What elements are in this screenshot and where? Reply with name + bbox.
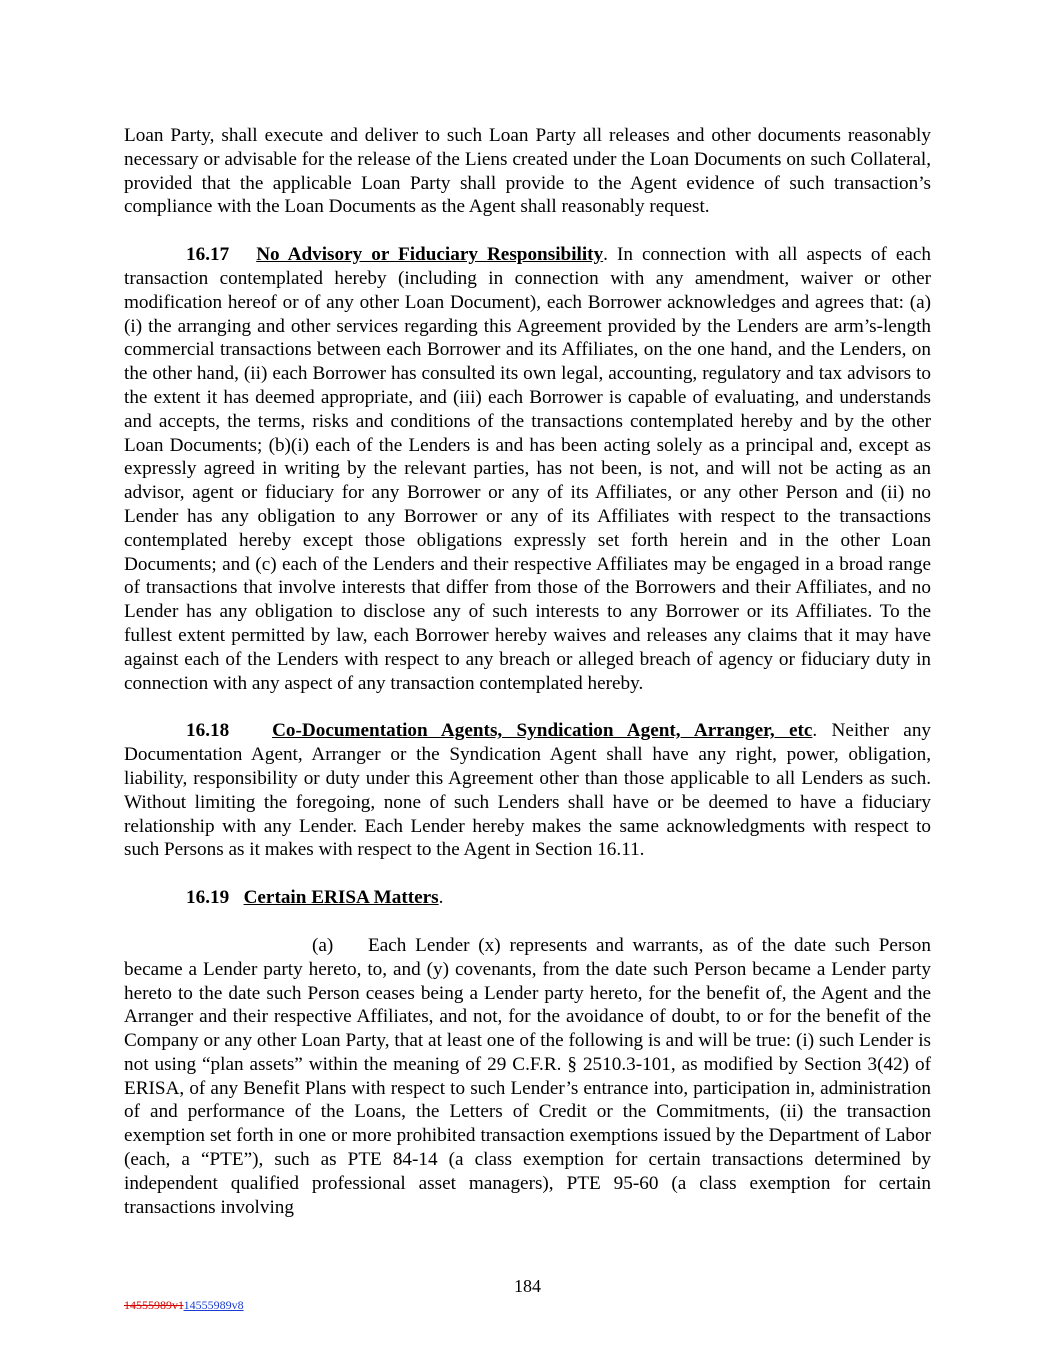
section-16-19-a xyxy=(124,934,931,1220)
section-title: No Advisory or Fiduciary Responsibility xyxy=(256,244,604,266)
page-number: 184 xyxy=(514,1276,541,1296)
document-id-footer xyxy=(124,1298,244,1313)
section-title: Co-Documentation Agents, Syndication Agent, Arranger, etc xyxy=(272,720,813,742)
section-16-18 xyxy=(124,719,931,862)
new-doc-id: 14555989v8 xyxy=(183,1298,244,1312)
old-doc-id: 14555989v1 xyxy=(124,1298,184,1312)
section-number: 16.17 xyxy=(186,244,230,266)
section-body: . Neither any Documentation Agent, Arranger or the Syndication Agent shall have any right, power, obligation, liability, responsibility or duty under this Agreement other than those applicable to all Lenders as such. Without limiting the foregoing, none of such Lenders shall have or be deemed to have a fiduciary relationship with any Lender. Each Lender hereby makes the same acknowledgments with respect to such Persons as it makes with respect to the Agent in Section 16.11. xyxy=(124,720,932,861)
section-body: . In connection with all aspects of each transaction contemplated hereby (including in connection with any amendment, waiver or other modification hereof or of any other Loan Document), each Borrower acknowledges and agrees that: (a)(i) the arranging and other services regarding this Agreement provided by the Lenders are arm’s-length commercial transactions between each Borrower and its Affiliates, on the one hand, and the Lenders, on the other hand, (ii) each Borrower has consulted its own legal, accounting, regulatory and tax advisors to the extent it has deemed appropriate, and (iii) each Borrower is capable of evaluating, and understands and accepts, the terms, risks and conditions of the transactions contemplated hereby and by the other Loan Documents; (b)(i) each of the Lenders is and has been acting solely as a principal and, except as expressly agreed in writing by the relevant parties, has not been, is not, and will not be acting as an advisor, agent or fiduciary for any Borrower or any of its Affiliates, or any other Person and (ii) no Lender has any obligation to any Borrower or any of its Affiliates with respect to the transactions contemplated hereby except those obligations expressly set forth herein and in the other Loan Documents; and (c) each of the Lenders and their respective Affiliates may be engaged in a broad range of transactions that involve interests that differ from those of the Borrowers and their Affiliates, and no Lender has any obligation to disclose any of such interests to any Borrower or its Affiliates. To the fullest extent permitted by law, each Borrower hereby waives and releases any claims that it may have against each of the Lenders with respect to any breach or alleged breach of agency or fiduciary duty in connection with any aspect of any transaction contemplated hereby. xyxy=(124,244,931,694)
document-body xyxy=(124,124,931,1219)
section-16-19 xyxy=(124,886,931,910)
continuation-paragraph: Loan Party, shall execute and deliver to such Loan Party all releases and other documents reasonably necessary or advisable for the release of the Liens created under the Loan Documents on such Collateral, provided that the applicable Loan Party shall provide to the Agent evidence of such transaction’s compliance with the Loan Documents as the Agent shall reasonably request. xyxy=(124,125,931,218)
section-number: 16.18 xyxy=(186,720,230,742)
subsection-label: (a) xyxy=(312,934,334,956)
section-title: Certain ERISA Matters xyxy=(243,887,439,909)
subsection-body: Each Lender (x) represents and warrants, as of the date such Person became a Lender party hereto, to, and (y) covenants, from the date such Person became a Lender party hereto to the date such Person ceases being a Lender party hereto, for the benefit of, the Agent and the Arranger and their respective Affiliates, and not, for the avoidance of doubt, to or for the benefit of the Company or any other Loan Party, that at least one of the following is and will be true: (i) such Lender is not using “plan assets” within the meaning of 29 C.F.R. § 2510.3-101, as modified by Section 3(42) of ERISA, of any Benefit Plans with respect to such Lender’s entrance into, participation in, administration of and performance of the Loans, the Letters of Credit or the Commitments, (ii) the transaction exemption set forth in one or more prohibited transaction exemptions issued by the Department of Labor (each, a “PTE”), such as PTE 84-14 (a class exemption for certain transactions determined by independent qualified professional asset managers), PTE 95-60 (a class exemption for certain transactions involving xyxy=(124,934,931,1218)
section-number: 16.19 xyxy=(186,887,230,909)
section-body: . xyxy=(438,887,444,909)
section-16-17 xyxy=(124,243,931,695)
